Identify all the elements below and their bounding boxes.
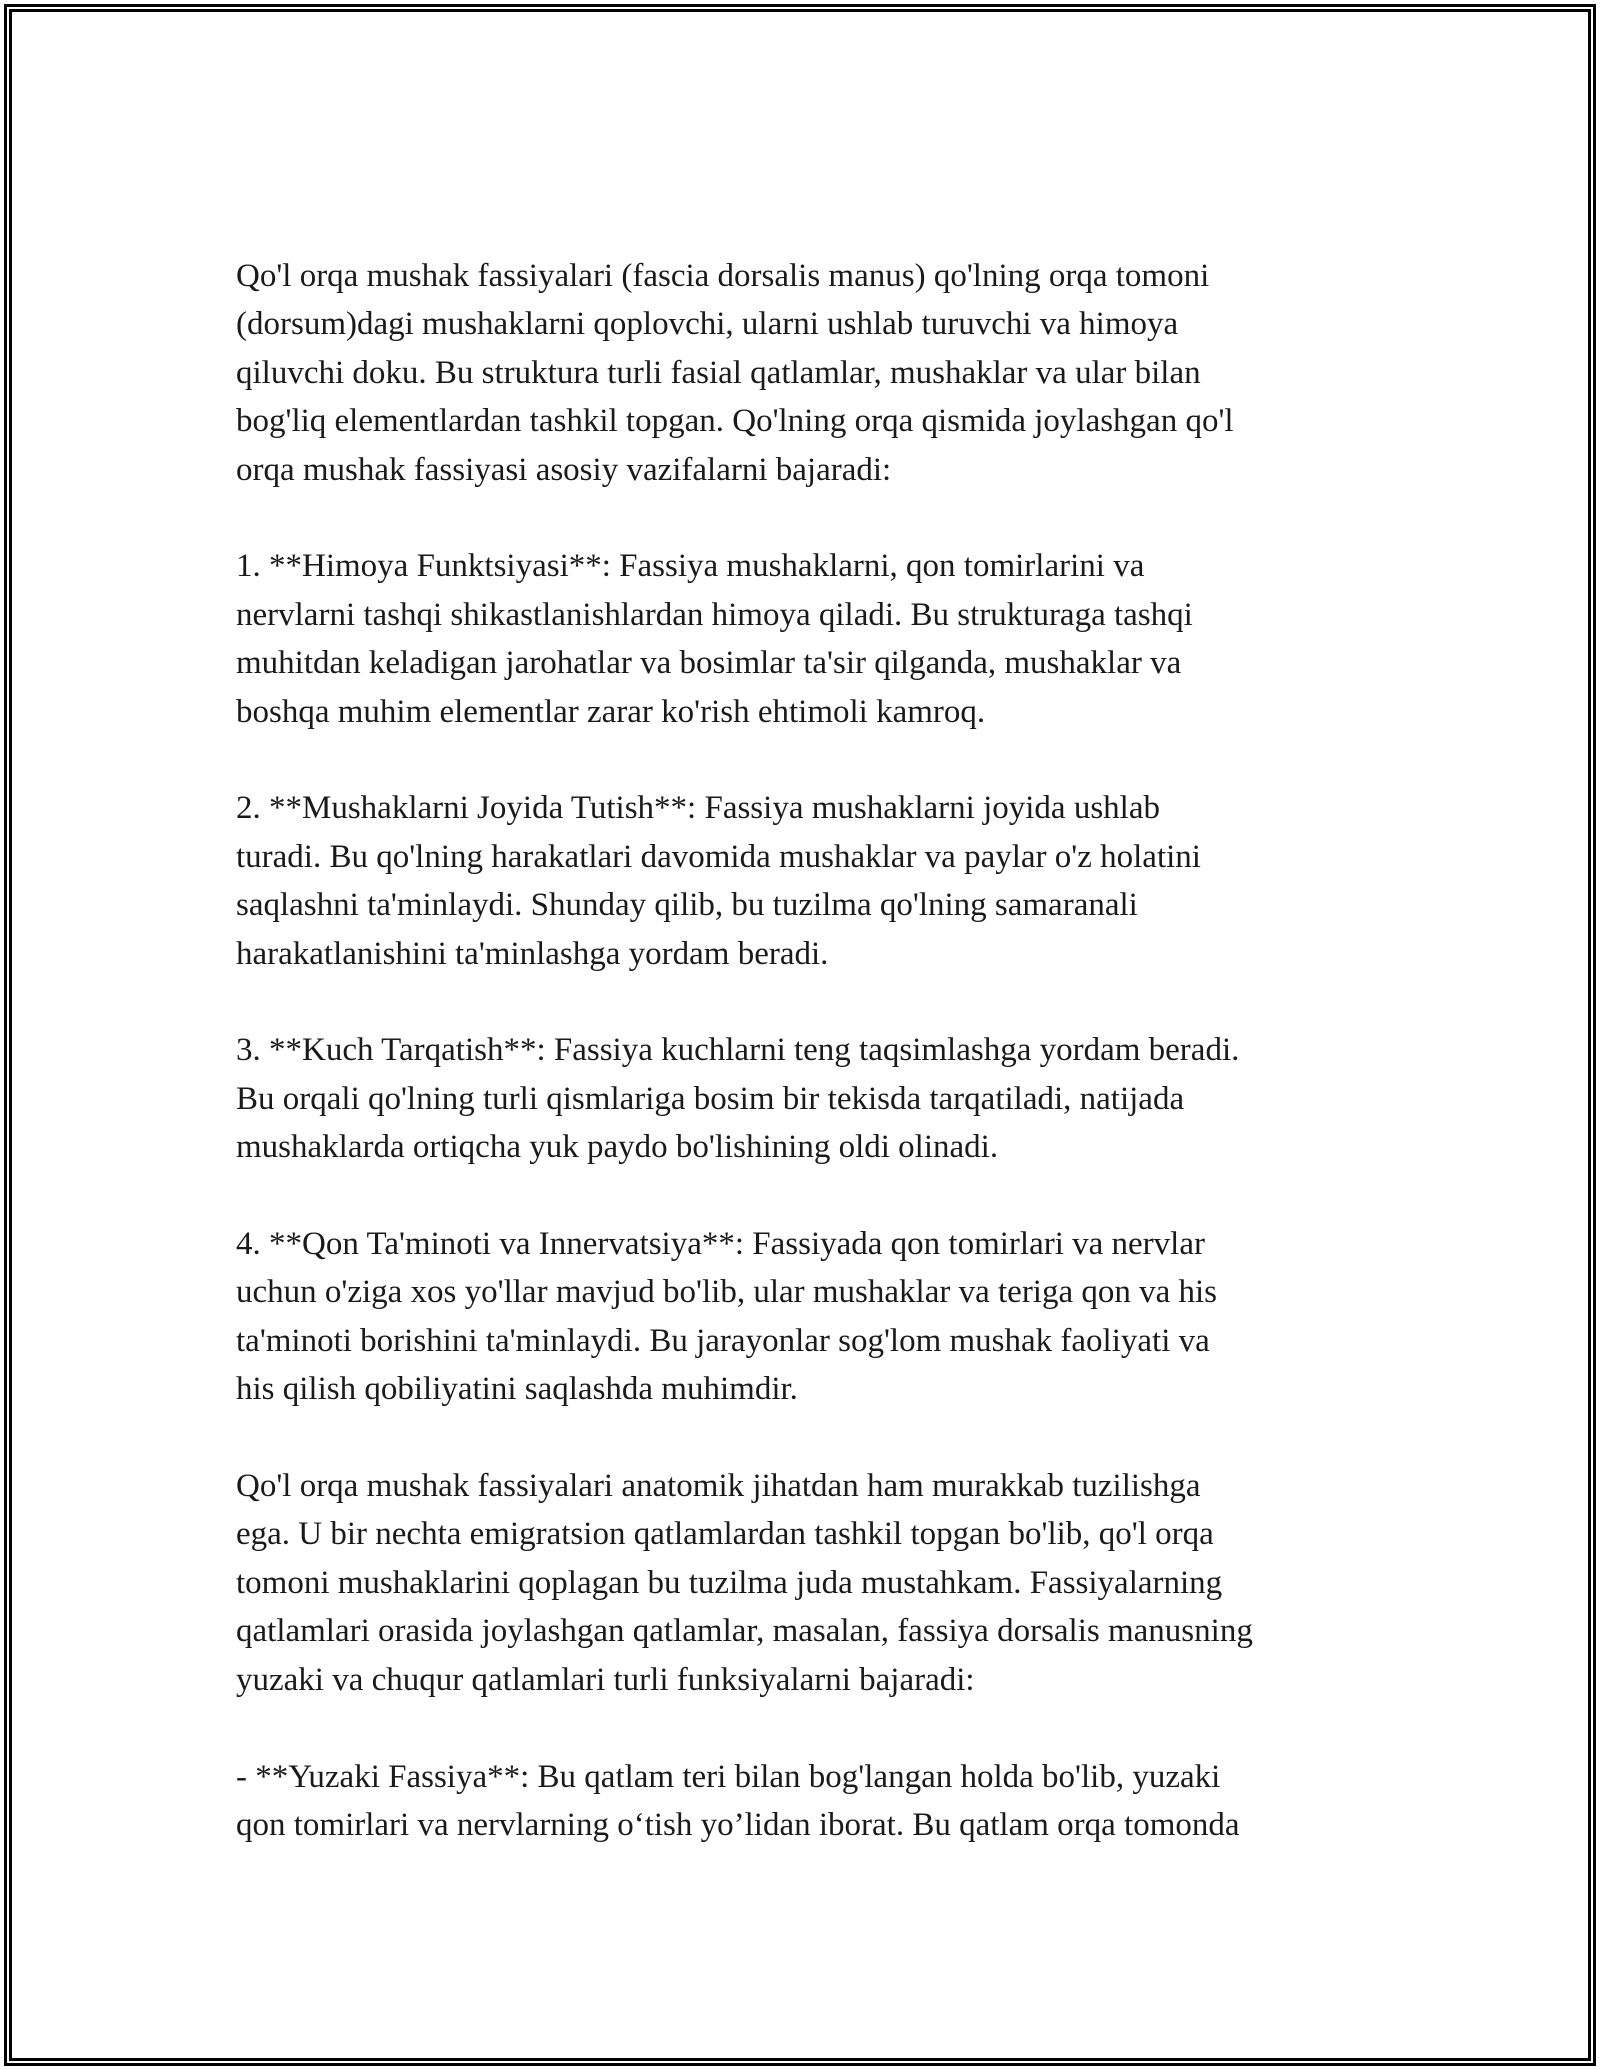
superficial-fascia-paragraph bbox=[236, 1753, 1376, 1850]
text-line: nervlarni tashqi shikastlanishlardan himoya qiladi. Bu strukturaga tashqi bbox=[236, 596, 1193, 633]
text-line: (dorsum)dagi mushaklarni qoplovchi, ularni ushlab turuvchi va himoya bbox=[236, 306, 1179, 343]
text-line: harakatlanishini ta'minlashga yordam beradi. bbox=[236, 935, 829, 972]
text-line: 1. **Himoya Funktsiyasi**: Fassiya mushaklarni, qon tomirlarini va bbox=[236, 548, 1145, 585]
text-line: orqa mushak fassiyasi asosiy vazifalarni bajaradi: bbox=[236, 451, 892, 488]
text-line: 2. **Mushaklarni Joyida Tutish**: Fassiya mushaklarni joyida ushlab bbox=[236, 790, 1160, 827]
text-line: Qo'l orqa mushak fassiyalari (fascia dorsalis manus) qo'lning orqa tomoni bbox=[236, 258, 1210, 294]
text-line: qon tomirlari va nervlarning o‘tish yo’lidan iborat. Bu qatlam orqa tomonda bbox=[236, 1806, 1240, 1843]
text-line: ega. U bir nechta emigratsion qatlamlardan tashkil topgan bo'lib, qo'l orqa bbox=[236, 1516, 1214, 1553]
text-line: mushaklarda ortiqcha yuk paydo bo'lishining oldi olinadi. bbox=[236, 1129, 999, 1166]
text-line: uchun o'ziga xos yo'llar mavjud bo'lib, ular mushaklar va teriga qon va his bbox=[236, 1274, 1218, 1311]
document-body bbox=[236, 252, 1376, 1849]
text-line: 3. **Kuch Tarqatish**: Fassiya kuchlarni teng taqsimlashga yordam beradi. bbox=[236, 1032, 1240, 1069]
text-line: tomoni mushaklarini qoplagan bu tuzilma juda mustahkam. Fassiyalarning bbox=[236, 1564, 1223, 1601]
text-line: qatlamlari orasida joylashgan qatlamlar, masalan, fassiya dorsalis manusning bbox=[236, 1613, 1253, 1650]
item-2-paragraph bbox=[236, 784, 1376, 978]
text-line: Bu orqali qo'lning turli qismlariga bosim bir tekisda tarqatiladi, natijada bbox=[236, 1080, 1185, 1117]
text-line: saqlashni ta'minlaydi. Shunday qilib, bu tuzilma qo'lning samaranali bbox=[236, 887, 1138, 924]
text-line: bog'liq elementlardan tashkil topgan. Qo'lning orqa qismida joylashgan qo'l bbox=[236, 403, 1234, 440]
text-line: - **Yuzaki Fassiya**: Bu qatlam teri bilan bog'langan holda bo'lib, yuzaki bbox=[236, 1758, 1221, 1795]
text-line: qiluvchi doku. Bu struktura turli fasial qatlamlar, mushaklar va ular bilan bbox=[236, 354, 1201, 391]
text-line: yuzaki va chuqur qatlamlari turli funksiyalarni bajaradi: bbox=[236, 1661, 975, 1698]
text-line: muhitdan keladigan jarohatlar va bosimlar ta'sir qilganda, mushaklar va bbox=[236, 645, 1182, 682]
text-line: boshqa muhim elementlar zarar ko'rish ehtimoli kamroq. bbox=[236, 693, 986, 730]
intro-paragraph bbox=[236, 252, 1376, 494]
item-1-paragraph bbox=[236, 542, 1376, 736]
item-4-paragraph bbox=[236, 1220, 1376, 1414]
text-line: 4. **Qon Ta'minoti va Innervatsiya**: Fassiyada qon tomirlari va nervlar bbox=[236, 1226, 1205, 1263]
text-line: ta'minoti borishini ta'minlaydi. Bu jarayonlar sog'lom mushak faoliyati va bbox=[236, 1322, 1210, 1359]
text-line: Qo'l orqa mushak fassiyalari anatomik jihatdan ham murakkab tuzilishga bbox=[236, 1468, 1201, 1505]
text-line: turadi. Bu qo'lning harakatlari davomida mushaklar va paylar o'z holatini bbox=[236, 838, 1201, 875]
text-line: his qilish qobiliyatini saqlashda muhimdir. bbox=[236, 1371, 798, 1408]
anatomy-paragraph bbox=[236, 1462, 1376, 1704]
item-3-paragraph bbox=[236, 1026, 1376, 1171]
